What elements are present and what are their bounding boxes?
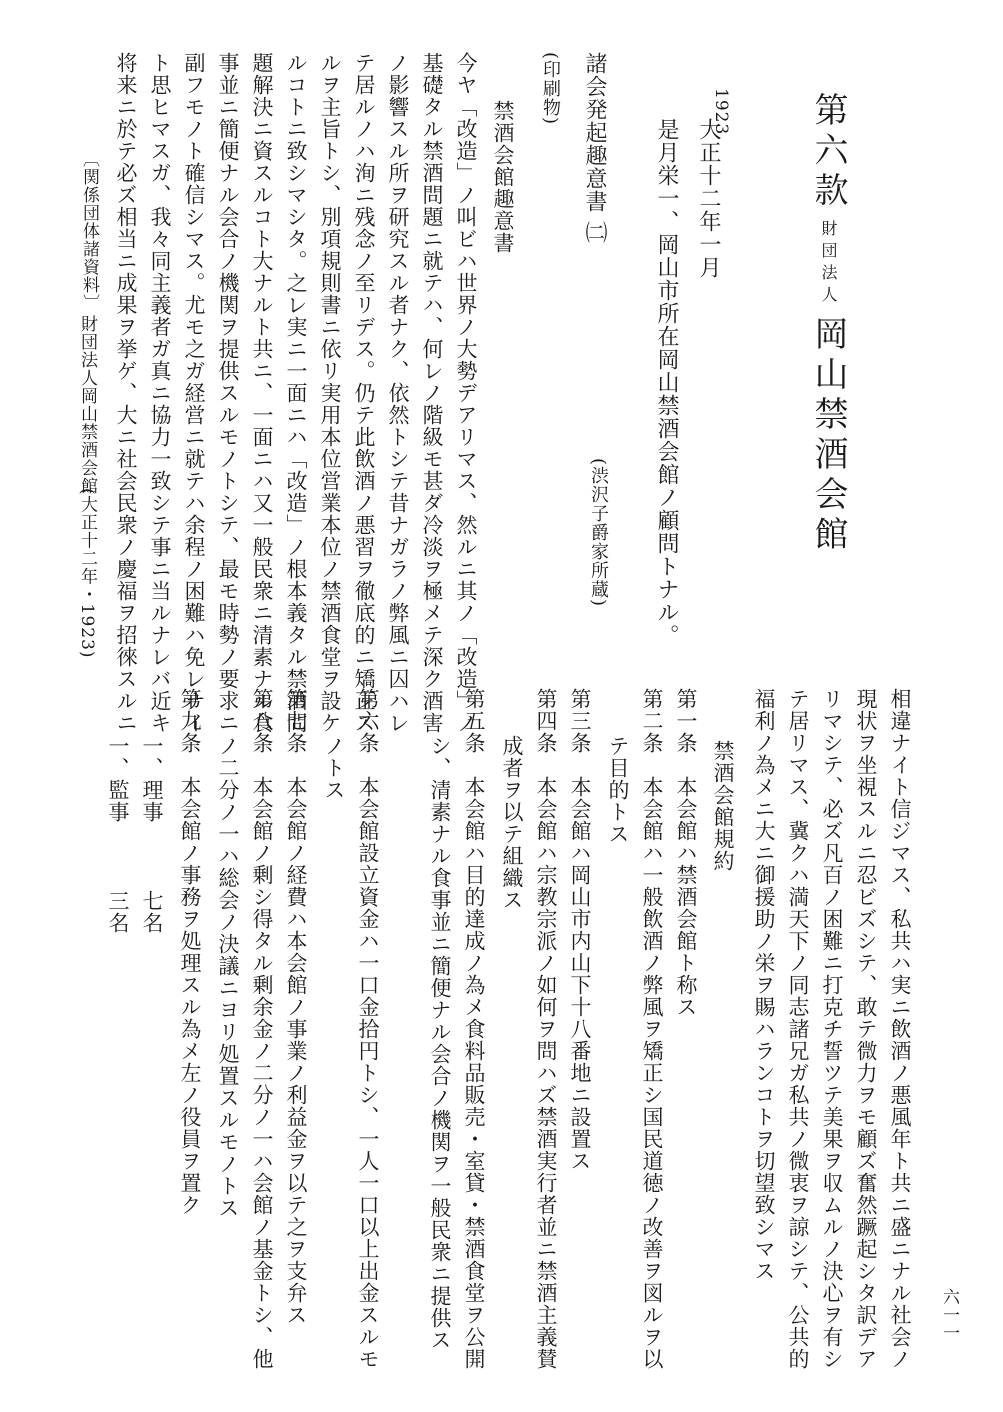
article-4: 第四条 本会館ハ宗教宗派ノ如何ヲ問ハズ禁酒実行者並ニ禁酒主義賛 — [534, 688, 558, 1370]
doc-line-10: ト思ヒマスガ、我々同主義者ガ真ニ協力一致シテ事ニ当ルナレバ近キ — [148, 52, 172, 734]
footer-middle: 財団法人岡山禁酒会館 — [77, 315, 97, 495]
doc-print-note: (印刷物) — [540, 52, 561, 126]
cont-line-2: 現状ヲ坐視スルニ忍ビズシテ、敢テ微力ヲモ顧ズ奮然蹶起シタ訳デア — [854, 688, 878, 1370]
entry-year-ad: 1923 — [711, 88, 731, 136]
officer-2-role: 一、監事 — [106, 735, 130, 823]
officer-1-count: 七名 — [140, 890, 164, 934]
section-title-main: 岡山禁酒会館 — [808, 316, 848, 556]
footer-left: 〔関係団体諸資料〕 — [79, 150, 99, 312]
doc-line-1: 今ヤ「改造」ノ叫ビハ世界ノ大勢デアリマス、然ルニ其ノ「改造」ノ — [454, 52, 478, 734]
article-8: 第八条 本会館ノ剰シ得タル剰余金ノ二分ノ一ハ会館ノ基金トシ、他 — [250, 688, 274, 1370]
doc-line-11: 将来ニ於テ必ズ相当ニ成果ヲ挙ゲ、大ニ社会民衆ノ慶福ヲ招徠スルニ — [114, 52, 138, 734]
article-1: 第一条 本会館ハ禁酒会館ト称ス — [674, 688, 698, 1018]
entry-line: 是月栄一、岡山市所在岡山禁酒会館ノ顧問トナル。 — [654, 118, 679, 647]
doc-line-9: 副フモノト確信シマス。尤モ之ガ経営ニ就テハ余程ノ困難ハ免レナイ — [182, 52, 206, 734]
doc-subtitle: 禁酒会館趣意書 — [491, 100, 515, 254]
doc-line-4: テ居ルノハ洵ニ残念ノ至リデス。仍テ此飲酒ノ悪習ヲ徹底的ニ矯正ス — [352, 52, 376, 734]
officer-1-role: 一、理事 — [140, 735, 164, 823]
section-title — [808, 92, 848, 556]
article-2-cont: テ目的トス — [606, 735, 630, 845]
doc-title: 諸会発起趣意書 ㈡ — [582, 52, 607, 244]
officer-2-count: 三名 — [106, 890, 130, 934]
article-5-cont: シ、清素ナル食事並ニ簡便ナル会合ノ機関ヲ一般民衆ニ提供ス — [428, 735, 452, 1351]
doc-line-3: ノ影響スル所ヲ研究スル者ナク、依然トシテ昔ナガラノ弊風ニ囚ハレ — [386, 52, 410, 734]
article-8-cont: ノ二分ノ一ハ総会ノ決議ニヨリ処置スルモノトス — [216, 735, 240, 1219]
rules-title: 禁酒会館規約 — [711, 740, 735, 872]
article-9: 第九条 本会館ノ事務ヲ処理スル為メ左ノ役員ヲ置ク — [178, 688, 202, 1216]
article-4-cont: 成者ヲ以テ組織ス — [500, 735, 524, 911]
article-6: 第六条 本会館設立資金ハ一口金拾円トシ、一人一口以上出金スルモ — [356, 688, 380, 1370]
doc-line-5: ルヲ主旨トシ、別項規則書ニ依リ実用本位営業本位ノ禁酒食堂ヲ設ケ — [318, 52, 342, 734]
article-6-cont: ノトス — [322, 735, 346, 801]
article-2: 第二条 本会館ハ一般飲酒ノ弊風ヲ矯正シ国民道徳ノ改善ヲ図ルヲ以 — [640, 688, 664, 1370]
footer-right: (大正十二年・1923) — [77, 488, 97, 659]
cont-line-4: テ居リマス、冀クハ満天下ノ同志諸兄ガ私共ノ微衷ヲ諒シテ、公共的 — [786, 688, 810, 1370]
entry-date: 大正十二年一月 — [696, 118, 721, 279]
section-title-small-1: 財団 — [819, 220, 838, 264]
doc-line-7: 題解決ニ資スルコト大ナルト共ニ、一面ニハ又一般民衆ニ清素ナル食 — [250, 52, 274, 734]
page-number: 六一一 — [939, 1288, 959, 1342]
article-5: 第五条 本会館ハ目的達成ノ為メ食料品販売・室貸・禁酒食堂ヲ公開 — [462, 688, 486, 1370]
cont-line-5: 福利ノ為メニ大ニ御援助ノ栄ヲ賜ハランコトヲ切望致シマス — [752, 688, 776, 1282]
cont-line-3: リマシテ、必ズ凡百ノ困難ニ打克チ誓ツテ美果ヲ収ムルノ決心ヲ有シ — [820, 688, 844, 1370]
cont-line-1: 相違ナイト信ジマス、私共ハ実ニ飲酒ノ悪風年ト共ニ盛ニナル社会ノ — [888, 688, 912, 1370]
doc-line-8: 事並ニ簡便ナル会合ノ機関ヲ提供スルモノトシテ、最モ時勢ノ要求ニ — [216, 52, 240, 734]
doc-source: (渋沢子爵家所蔵) — [588, 458, 609, 608]
doc-line-2: 基礎タル禁酒問題ニ就テハ、何レノ階級モ甚ダ冷淡ヲ極メテ深ク酒害 — [420, 52, 444, 734]
doc-line-6: ルコトニ致シマシタ。之レ実ニ一面ニハ「改造」ノ根本義タル禁酒問 — [284, 52, 308, 734]
section-title-small-2: 法人 — [819, 264, 838, 308]
article-3: 第三条 本会館ハ岡山市内山下十八番地ニ設置ス — [568, 688, 592, 1172]
article-7: 第七条 本会館ノ経費ハ本会館ノ事業ノ利益金ヲ以テ之ヲ支弁ス — [284, 688, 308, 1326]
section-title-prefix: 第六款 — [808, 92, 848, 212]
